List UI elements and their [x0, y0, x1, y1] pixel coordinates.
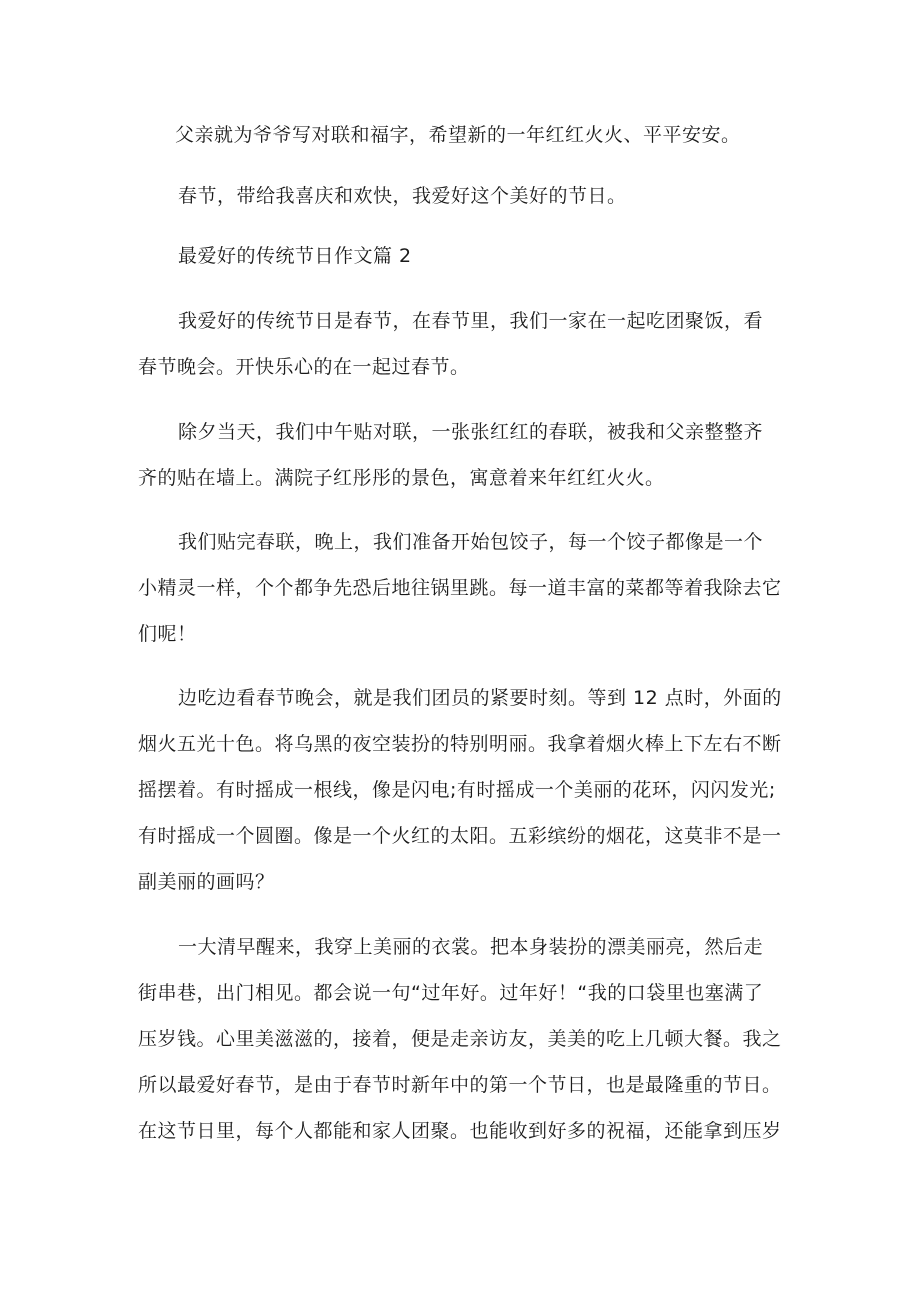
paragraph-line: 压岁钱。心里美滋滋的，接着，便是走亲访友，美美的吃上几顿大餐。我之 [138, 1028, 782, 1050]
paragraph-line: 小精灵一样，个个都争先恐后地往锅里跳。每一道丰富的菜都等着我除去它 [138, 577, 782, 599]
paragraph-line: 们呢！ [138, 623, 197, 645]
paragraph-line: 副美丽的画吗？ [138, 871, 275, 893]
section-heading: 最爱好的传统节日作文篇 2 [178, 245, 412, 267]
paragraph-line: 在这节日里，每个人都能和家人团聚。也能收到好多的祝福，还能拿到压岁 [138, 1120, 782, 1142]
paragraph-line: 我爱好的传统节日是春节，在春节里，我们一家在一起吃团聚饭，看 [178, 310, 764, 332]
paragraph-line: 街串巷，出门相见。都会说一句“过年好。过年好！“我的口袋里也塞满了 [138, 982, 764, 1004]
paragraph-line: 春节晚会。开快乐心的在一起过春节。 [138, 356, 470, 378]
paragraph-line: 齐的贴在墙上。满院子红彤彤的景色，寓意着来年红红火火。 [138, 467, 665, 489]
paragraph-line: 所以最爱好春节，是由于春节时新年中的第一个节日，也是最隆重的节日。 [138, 1074, 782, 1096]
paragraph-line: 我们贴完春联，晚上，我们准备开始包饺子，每一个饺子都像是一个 [178, 531, 764, 553]
paragraph-line: 边吃边看春节晚会，就是我们团员的紧要时刻。等到 12 点时，外面的 [178, 687, 782, 709]
paragraph-line: 一大清早醒来，我穿上美丽的衣裳。把本身装扮的漂美丽亮，然后走 [178, 936, 764, 958]
paragraph-line: 春节，带给我喜庆和欢快，我爱好这个美好的节日。 [178, 185, 627, 207]
paragraph-line: 摇摆着。有时摇成一根线，像是闪电;有时摇成一个美丽的花环，闪闪发光; [138, 779, 776, 801]
paragraph-line: 有时摇成一个圆圈。像是一个火红的太阳。五彩缤纷的烟花，这莫非不是一 [138, 825, 782, 847]
paragraph-line: 父亲就为爷爷写对联和福字，希望新的一年红红火火、平平安安。 [175, 124, 741, 146]
paragraph-line: 烟火五光十色。将乌黑的夜空装扮的特别明丽。我拿着烟火棒上下左右不断 [138, 733, 782, 755]
paragraph-line: 除夕当天，我们中午贴对联，一张张红红的春联，被我和父亲整整齐 [178, 421, 764, 443]
